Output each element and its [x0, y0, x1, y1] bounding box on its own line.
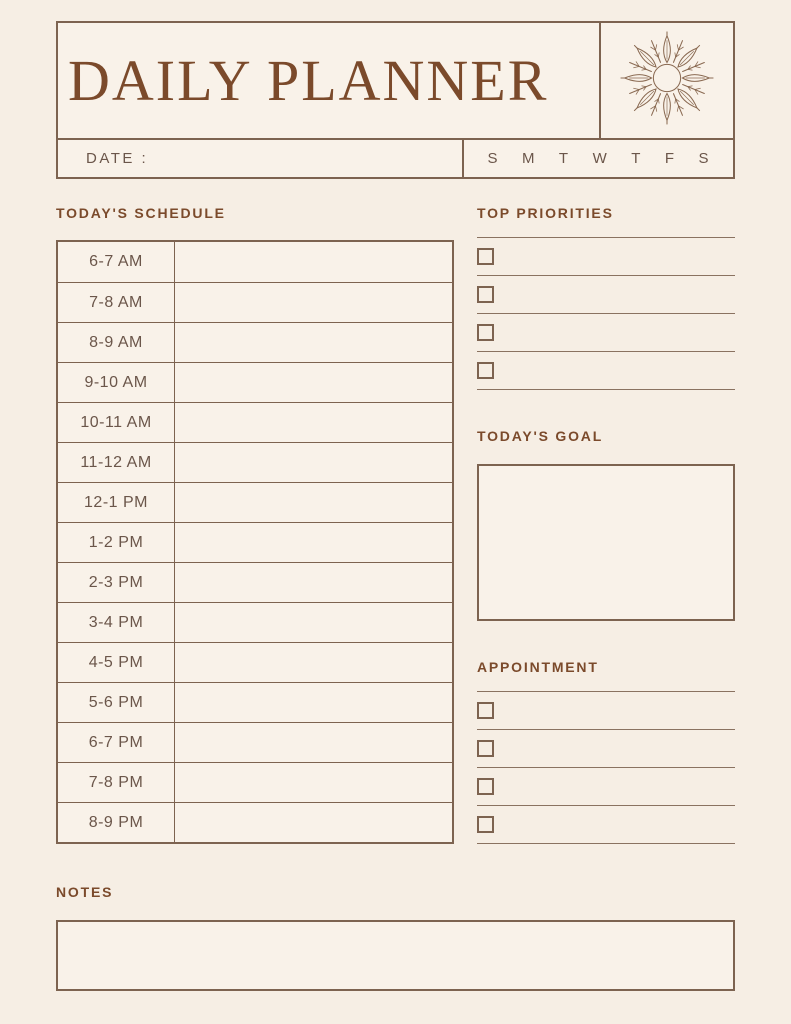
- schedule-row: [58, 602, 452, 642]
- schedule-row: [58, 322, 452, 362]
- schedule-entry-field[interactable]: [175, 643, 452, 682]
- appointment-checkbox[interactable]: [477, 778, 494, 795]
- schedule-row: [58, 642, 452, 682]
- schedule-entry-field[interactable]: [175, 283, 452, 322]
- schedule-entry-field[interactable]: [175, 242, 452, 282]
- weekday-friday[interactable]: F: [664, 150, 676, 167]
- appointment-list: [477, 691, 735, 844]
- time-label: 3-4 PM: [58, 603, 175, 642]
- weekday-sunday[interactable]: S: [487, 150, 499, 167]
- schedule-row: [58, 762, 452, 802]
- schedule-entry-field[interactable]: [175, 603, 452, 642]
- priority-text-field[interactable]: [494, 238, 735, 275]
- header-top: [58, 23, 733, 138]
- priority-item: [477, 314, 735, 352]
- notes-section: [56, 884, 735, 991]
- sun-cell: [599, 23, 733, 138]
- priority-item: [477, 352, 735, 390]
- appointment-heading: APPOINTMENT: [477, 659, 599, 675]
- appointment-item: [477, 768, 735, 806]
- header: [56, 21, 735, 179]
- weekday-saturday[interactable]: S: [698, 150, 710, 167]
- appointment-item: [477, 806, 735, 844]
- time-label: 10-11 AM: [58, 403, 175, 442]
- schedule-entry-field[interactable]: [175, 763, 452, 802]
- weekday-thursday[interactable]: T: [631, 150, 642, 167]
- schedule-heading: TODAY'S SCHEDULE: [56, 205, 226, 221]
- sun-line-art-icon: [620, 31, 714, 130]
- schedule-entry-field[interactable]: [175, 523, 452, 562]
- appointment-text-field[interactable]: [494, 692, 735, 729]
- time-label: 2-3 PM: [58, 563, 175, 602]
- time-label: 6-7 PM: [58, 723, 175, 762]
- schedule-section: [56, 205, 454, 844]
- appointment-item: [477, 692, 735, 730]
- time-label: 1-2 PM: [58, 523, 175, 562]
- appointment-checkbox[interactable]: [477, 702, 494, 719]
- priority-checkbox[interactable]: [477, 324, 494, 341]
- notes-heading: NOTES: [56, 884, 114, 900]
- date-field[interactable]: [58, 140, 462, 177]
- schedule-row: [58, 482, 452, 522]
- schedule-entry-field[interactable]: [175, 483, 452, 522]
- priority-checkbox[interactable]: [477, 286, 494, 303]
- right-column: [477, 205, 735, 844]
- schedule-entry-field[interactable]: [175, 323, 452, 362]
- schedule-row: [58, 722, 452, 762]
- priority-text-field[interactable]: [494, 314, 735, 351]
- priority-checkbox[interactable]: [477, 362, 494, 379]
- goal-text-field[interactable]: [477, 464, 735, 621]
- schedule-entry-field[interactable]: [175, 683, 452, 722]
- main-content: [56, 205, 735, 844]
- notes-text-field[interactable]: [56, 920, 735, 991]
- appointment-text-field[interactable]: [494, 768, 735, 805]
- appointment-checkbox[interactable]: [477, 816, 494, 833]
- schedule-row: [58, 562, 452, 602]
- schedule-entry-field[interactable]: [175, 803, 452, 842]
- schedule-table: [56, 240, 454, 844]
- priorities-section: [477, 205, 735, 390]
- goal-section: [477, 428, 735, 621]
- priority-text-field[interactable]: [494, 276, 735, 313]
- schedule-row: [58, 242, 452, 282]
- appointment-text-field[interactable]: [494, 806, 735, 843]
- appointment-checkbox[interactable]: [477, 740, 494, 757]
- header-bottom: [58, 138, 733, 177]
- time-label: 12-1 PM: [58, 483, 175, 522]
- weekday-tuesday[interactable]: T: [558, 150, 570, 167]
- time-label: 5-6 PM: [58, 683, 175, 722]
- weekday-monday[interactable]: M: [521, 150, 536, 167]
- schedule-row: [58, 802, 452, 842]
- schedule-entry-field[interactable]: [175, 363, 452, 402]
- time-label: 8-9 PM: [58, 803, 175, 842]
- schedule-row: [58, 282, 452, 322]
- schedule-row: [58, 522, 452, 562]
- time-label: 11-12 AM: [58, 443, 175, 482]
- schedule-row: [58, 362, 452, 402]
- time-label: 8-9 AM: [58, 323, 175, 362]
- appointment-item: [477, 730, 735, 768]
- priority-item: [477, 276, 735, 314]
- time-label: 7-8 AM: [58, 283, 175, 322]
- weekday-wednesday[interactable]: W: [592, 150, 608, 167]
- schedule-entry-field[interactable]: [175, 443, 452, 482]
- time-label: 4-5 PM: [58, 643, 175, 682]
- time-label: 6-7 AM: [58, 242, 175, 282]
- priorities-heading: TOP PRIORITIES: [477, 205, 614, 221]
- appointment-text-field[interactable]: [494, 730, 735, 767]
- time-label: 7-8 PM: [58, 763, 175, 802]
- schedule-row: [58, 682, 452, 722]
- weekday-selector: [462, 140, 733, 177]
- time-label: 9-10 AM: [58, 363, 175, 402]
- schedule-entry-field[interactable]: [175, 563, 452, 602]
- priority-text-field[interactable]: [494, 352, 735, 389]
- page-title: DAILY PLANNER: [68, 48, 549, 113]
- schedule-entry-field[interactable]: [175, 723, 452, 762]
- date-label: DATE :: [86, 150, 149, 167]
- priority-item: [477, 238, 735, 276]
- schedule-row: [58, 442, 452, 482]
- priorities-list: [477, 237, 735, 390]
- schedule-row: [58, 402, 452, 442]
- title-cell: [58, 23, 599, 138]
- priority-checkbox[interactable]: [477, 248, 494, 265]
- appointment-section: [477, 659, 735, 844]
- goal-heading: TODAY'S GOAL: [477, 428, 604, 444]
- schedule-entry-field[interactable]: [175, 403, 452, 442]
